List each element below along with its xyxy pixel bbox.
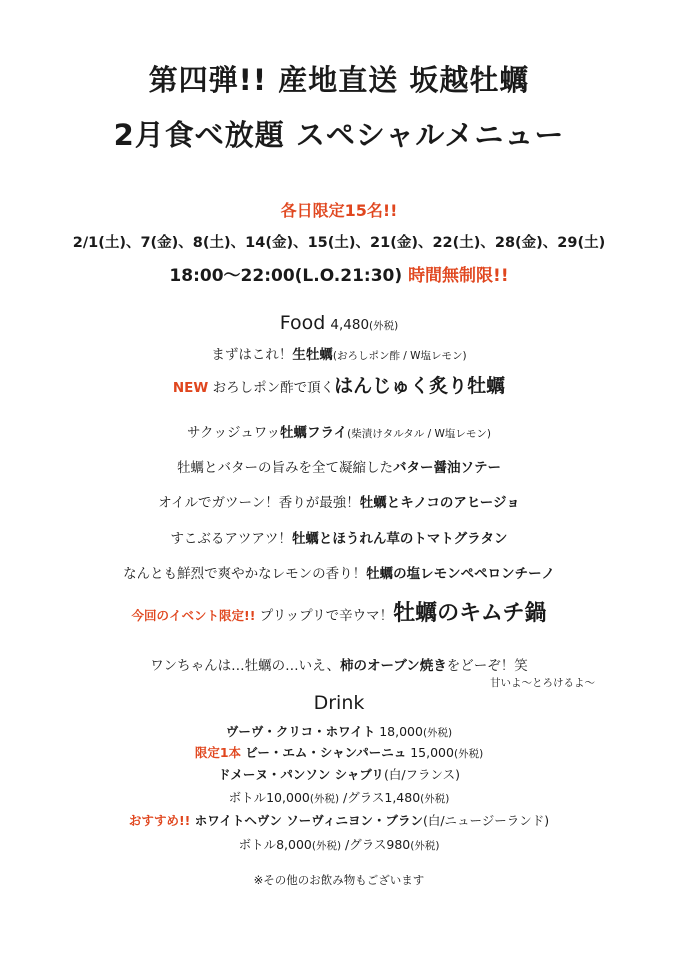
drink-type: (白/フランス) <box>383 767 461 782</box>
drink-tax: (外税) <box>311 840 342 852</box>
drink-tax: (外税) <box>309 793 340 805</box>
bottle-price: ボトル8,000 <box>238 837 312 852</box>
drink-name: ヴーヴ・クリコ・ホワイト <box>225 724 376 739</box>
item-note: (おろしポン酢 / W塩レモン) <box>332 350 467 362</box>
drink-item-clicquot <box>0 722 678 740</box>
event-time-row <box>0 261 678 286</box>
item-lead: なんとも鮮烈で爽やかなレモンの香り！ <box>123 566 367 582</box>
food-heading-row <box>0 312 678 334</box>
menu-item-gratin <box>0 527 678 547</box>
glass-price: /グラス980 <box>341 837 411 852</box>
menu-item-kimchi-hotpot <box>0 596 678 627</box>
daily-limit: 各日限定15名!! <box>280 201 398 220</box>
unlimited-time: 時間無制限!! <box>408 266 509 286</box>
drink-tax: (外税) <box>422 727 453 739</box>
bottle-price: ボトル10,000 <box>228 790 310 805</box>
item-tail: をどーぞ！笑 <box>446 658 528 674</box>
limited-badge: 限定1本 <box>194 745 242 760</box>
item-lead: ワンちゃんは…牡蠣の…いえ、 <box>150 658 340 674</box>
glass-price: /グラス1,480 <box>339 790 421 805</box>
item-lead: おろしポン酢で頂く <box>208 380 335 396</box>
item-lead: まずはこれ！ <box>211 347 293 363</box>
item-name: バター醤油ソテー <box>393 460 501 476</box>
drink-name: ホワイトヘヴン ソーヴィニヨン・ブラン <box>190 813 423 828</box>
drink-item-chablis-price <box>0 788 678 806</box>
drink-type: (白/ニュージーランド) <box>422 813 550 828</box>
item-name: 牡蠣の塩レモンペペロンチーノ <box>366 566 555 582</box>
item-name: 牡蠣フライ <box>280 425 348 441</box>
item-name: 牡蠣とキノコのアヒージョ <box>359 495 520 511</box>
title-line-2: 2月食べ放題 スペシャルメニュー <box>113 118 565 152</box>
drink-item-sauvignon-price <box>0 835 678 853</box>
item-name: はんじゅく炙り牡蠣 <box>334 375 506 397</box>
menu-item-peperoncino <box>0 562 678 582</box>
drink-tax: (外税) <box>420 793 450 805</box>
event-limited-badge: 今回のイベント限定!! <box>131 608 256 623</box>
new-badge: NEW <box>172 380 209 396</box>
menu-item-raw-oyster <box>0 343 678 363</box>
item-lead: プリップリで辛ウマ！ <box>255 608 394 624</box>
item-name: 生牡蠣 <box>292 347 333 363</box>
food-heading: Food <box>279 312 326 334</box>
other-drinks-note: ※その他のお飲み物もございます <box>253 873 425 887</box>
item-name: 牡蠣のキムチ鍋 <box>393 601 547 626</box>
food-tax: (外税) <box>369 320 399 332</box>
drink-tax: (外税) <box>410 840 440 852</box>
item-lead: すこぶるアツアツ！ <box>170 531 292 547</box>
recommended-badge: おすすめ!! <box>128 813 191 828</box>
drink-name: ドメーヌ・パンソン シャブリ <box>217 767 384 782</box>
food-price: 4,480 <box>330 317 370 333</box>
item-name: 牡蠣とほうれん草のトマトグラタン <box>291 531 508 547</box>
menu-item-ajillo <box>0 491 678 511</box>
menu-item-dog-persimmon <box>0 654 678 674</box>
item-note: (柴漬けタルタル / W塩レモン) <box>347 428 491 440</box>
menu-item-seared-oyster <box>0 371 678 398</box>
drink-name: ビー・エム・シャンパーニュ <box>241 745 407 760</box>
drink-price: 18,000 <box>375 724 423 739</box>
item-name: 柿のオーブン焼き <box>340 658 447 674</box>
title-line-1: 第四弾!! 産地直送 坂越牡蠣 <box>148 63 530 97</box>
drink-item-sauvignon <box>0 811 678 829</box>
event-time: 18:00〜22:00(L.O.21:30) <box>169 266 403 286</box>
item-lead: サクッジュワッ <box>187 425 281 441</box>
drink-item-chablis <box>0 765 678 783</box>
menu-item-oyster-fry <box>0 421 678 441</box>
item-lead: 牡蠣とバターの旨みを全て凝縮した <box>177 460 393 476</box>
item-lead: オイルでガツーン！香りが最強！ <box>158 495 360 511</box>
persimmon-subnote: 甘いよ〜とろけるよ〜 <box>490 677 595 689</box>
drink-tax: (外税) <box>453 748 484 760</box>
drink-heading: Drink <box>313 692 365 714</box>
drink-item-bm-champagne <box>0 743 678 761</box>
event-dates: 2/1(土)、7(金)、8(土)、14(金)、15(土)、21(金)、22(土)、28(金)、29(土) <box>72 235 606 251</box>
menu-item-butter-saute <box>0 456 678 476</box>
drink-price: 15,000 <box>406 745 454 760</box>
